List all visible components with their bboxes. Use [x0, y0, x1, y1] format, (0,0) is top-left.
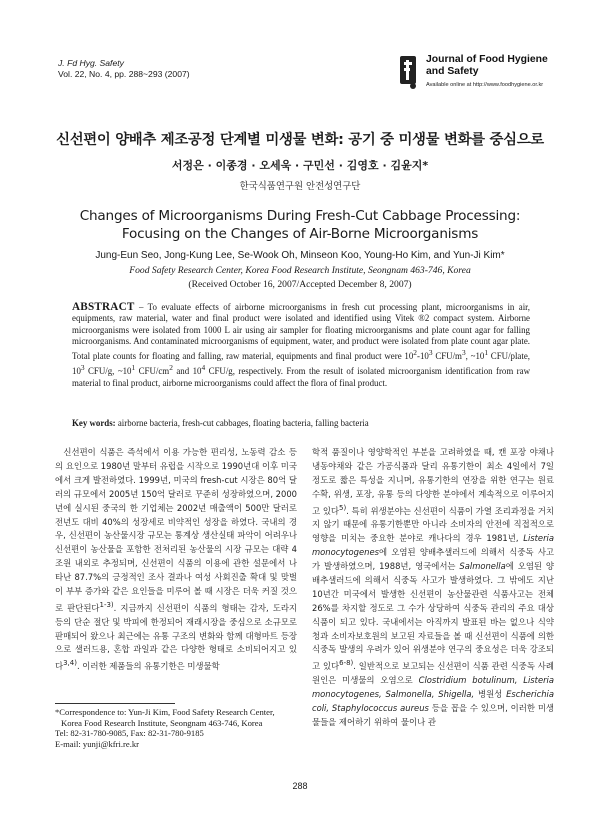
body-column-left	[55, 446, 297, 674]
abstract-sup: 3	[428, 348, 433, 358]
body-text: 신선편이 식품은 즉석에서 이용 가능한 편리성, 노동력 감소 등의 요인으로 1980년 말부터 유럽을 시작으로 1990년대 이후 미국에서 크게 발전하였다. 1999년, 미국의 fresh-cut 시장은 80억 달러의 규모에서 2005년 150억 달러로 꾸준히 성장하였으며, 2000년에 실시된 중국의 한 기업체는 2002년 매출액이 500만 달러로 전년도 대비 40%의 성장세로 비약적인 성장을 하였다. 국내의 경우, 신선편이 농산물시장 규모는 통계상 생산실태 파악이 어려우나 신선편이 농산물을 포함한 전처리된 농산물의 시장 규모는 대략 4조원 내외로 추정되며, 신선편이 식품의 이용에 관한 설문에서 나타난 87.7%의 긍정적인 조사 결과나 여성 사회진출 확대 및 맞벌이 부부 증가와 같은 요인들을 미루어 볼 때 시장은 더욱 커질 것으로 판단된다	[55, 447, 297, 613]
body-paragraph	[312, 446, 554, 730]
body-text: 에 오염된 양배추샐러드에 의해서 식중독 사고가 발생하였으며, 1988년, 영국에서는	[312, 547, 554, 572]
body-text: . 일반적으로 보고되는 신선편이 식품 관련 식중독 사례원인은 미생물의 오염으로	[312, 661, 554, 686]
korean-affiliation: 한국식품연구원 안전성연구단	[239, 181, 361, 192]
correspondence-footnote	[55, 707, 303, 749]
body-text: 에 오염된 양배추샐러드에 의해서 식중독 사고가 발생하였다. 그 밖에도 지난 10년간 미국에서 발생한 신선편이 농산물관련 식품사고는 전체 26%를 차지할 정도로 그 수가 상당하여 식중독 관리의 주요 대상식품이 되고 있다. 국내에서는 아직까지 발표된 바는 없으나 식약청과 소비자보호원의 보고된 자료들을 볼 때 신선편이 식품에 의한 식중독 발생의 우려가 있어 위생분야 연구의 중요성은 더욱 강조되고 있다	[312, 561, 554, 672]
journal-logo-icon	[398, 52, 420, 92]
abstract-sup: 1	[131, 363, 136, 373]
body-text: 등을 꼽을 수 있으며, 이러한 미생물들을 제어하기 위하여 물이나 관	[312, 702, 554, 727]
english-title	[0, 207, 600, 243]
abstract-text: CFU/g, ~10	[84, 366, 132, 377]
journal-name-line1: Journal of Food Hygiene	[426, 54, 548, 65]
abstract-text: CFU/g, respectively. From the result of isolated microorganism identification from raw material to final product, airborne microorganisms could affect the flora of final product.	[72, 366, 530, 388]
abstract	[72, 302, 530, 389]
abstract-sup: 4	[201, 363, 206, 373]
received-accepted-dates: (Received October 16, 2007/Accepted December 8, 2007)	[188, 279, 412, 290]
footnote-line: *Correspondence to: Yun-Ji Kim, Food Safety Research Center,	[55, 707, 275, 717]
keywords	[72, 418, 530, 428]
abstract-sup: 2	[169, 363, 173, 373]
body-text: . 이러한 제품들의 유통기한은 미생물학	[76, 661, 220, 672]
abstract-sup: 2	[413, 348, 417, 358]
abstract-label: ABSTRACT	[72, 301, 135, 313]
abstract-text: – To evaluate effects of airborne microorganisms in fresh cut processing plant, microorganisms in air, equipments, raw material, water and final product were isolated and identified using Vitek ®2 compact system. Airborne microorganisms were isolated from 1000 L air using air sampler for floating microorganisms and plate count agar for falling microorganisms. And contaminated microorganisms of equipment, water, and product were isolated from plate count agar plate. Total plate counts for floating and falling, raw material, equipments and final product were 10	[72, 302, 530, 362]
abstract-sup: 3	[80, 363, 85, 373]
online-url: Available online at http://www.foodhygiene.or.kr	[426, 82, 544, 88]
english-title-line2: Focusing on the Changes of Air-Borne Microorganisms	[121, 226, 479, 242]
abstract-text: CFU/m	[432, 351, 462, 362]
abstract-text: -10	[417, 351, 429, 362]
body-text: . 특히 위생분야는 신선편이 식품이 가열 조리과정을 거치지 않기 때문에 유통기한뿐만 아니라 소비자의 안전에 직접적으로 영향을 미치는 중요한 분야로 캐나다의 경우 1981년,	[312, 505, 554, 544]
korean-authors: 서정은 · 이종경 · 오세욱 · 구민선 · 김영호 · 김윤지*	[171, 159, 429, 172]
journal-name-line2: and Safety	[426, 66, 479, 77]
journal-citation	[58, 58, 190, 80]
footnote-divider	[55, 703, 175, 704]
body-text: . 지금까지 신선편이 식품의 형태는 감자, 도라지 등의 단순 절단 및 박피에 한정되어 재래시장을 중심으로 소규모로 판매되어 왔으나 최근에는 유통 구조의 변화와 함께 대형마트 등장으로 샐러드용, 혼합 과일과 같은 다양한 형태로 소비되어지고 있다	[55, 602, 297, 672]
footnote-line: Korea Food Research Institute, Seongnam 463-746, Korea	[61, 717, 263, 728]
english-title-line1: Changes of Microorganisms During Fresh-Cut Cabbage Processing:	[79, 208, 521, 224]
footnote-email: E-mail: yunji@kfri.re.kr	[55, 738, 140, 749]
body-text: 병원성	[474, 689, 507, 699]
citation-sup: 3,4)	[63, 659, 77, 668]
keywords-label: Key words:	[72, 418, 116, 428]
abstract-text: CFU/plate, 10	[72, 351, 530, 377]
abstract-sup: 1	[484, 348, 489, 358]
species-name: Listeria monocytogenes	[312, 533, 554, 558]
english-affiliation: Food Safety Research Center, Korea Food Research Institute, Seongnam 463-746, Korea	[129, 265, 471, 276]
citation-sup: 6-8)	[339, 659, 354, 668]
abstract-sup: 3	[461, 348, 466, 358]
abstract-text: and 10	[172, 366, 202, 377]
english-authors: Jung-Eun Seo, Jong-Kung Lee, Se-Wook Oh, Minseon Koo, Young-Ho Kim, and Yun-Ji Kim*	[95, 250, 505, 261]
page-number: 288	[292, 781, 308, 791]
species-name: Escherichia coli, Staphylococcus aureus	[312, 689, 554, 713]
body-text: 학적 품질이나 영양학적인 부분을 고려하였을 때, 캔 포장 야채나 냉동야채와 같은 가공식품과 달리 유통기한이 최소 4일에서 7일 정도로 짧은 특성을 지니며, 유통기한의 연장을 위한 연구는 원료수확, 위생, 포장, 유통 등의 다양한 분야에서 계속적으로 이루어지고 있다	[312, 447, 554, 516]
journal-abbreviation: J. Fd Hyg. Safety	[58, 58, 124, 68]
journal-name	[426, 54, 548, 78]
korean-title: 신선편이 양배추 제조공정 단계별 미생물 변화: 공기 중 미생물 변화를 중심으로	[56, 132, 544, 148]
species-name: Salmonella	[459, 561, 506, 572]
species-name: Clostridium botulinum, Listeria monocytogenes, Salmonella, Shigella,	[312, 675, 554, 699]
footnote-line: Tel: 82-31-780-9085, Fax: 82-31-780-9185	[55, 728, 204, 739]
abstract-text: , ~10	[465, 351, 485, 362]
body-paragraph	[55, 446, 297, 674]
body-column-right	[312, 446, 554, 730]
abstract-text: CFU/cm	[135, 366, 170, 377]
citation-sup: 5)	[339, 503, 347, 512]
citation-sup: 1-3)	[99, 600, 114, 609]
volume-line: Vol. 22, No. 4, pp. 288~293 (2007)	[58, 69, 190, 79]
keywords-text: airborne bacteria, fresh-cut cabbages, floating bacteria, falling bacteria	[115, 418, 369, 428]
